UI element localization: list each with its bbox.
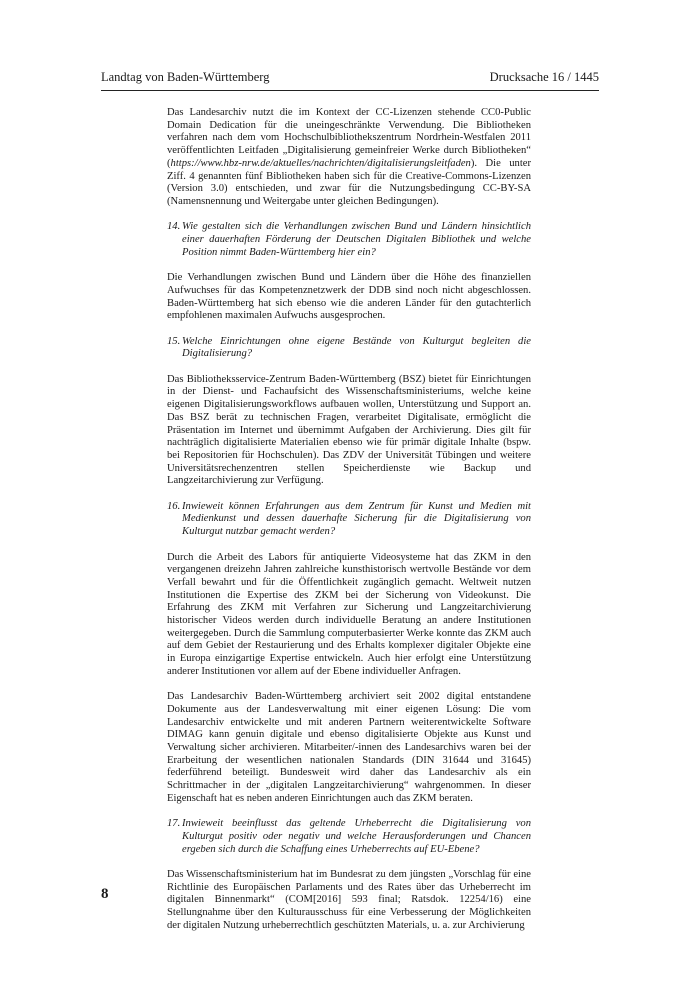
question-text: Welche Einrichtungen ohne eigene Bestände von Kulturgut begleiten die Digitalisierung? xyxy=(182,335,531,360)
question-17 xyxy=(167,818,531,856)
question-number: 17. xyxy=(167,818,181,830)
question-15 xyxy=(167,336,531,361)
question-number: 15. xyxy=(167,335,181,347)
question-text: Inwieweit beeinflusst das geltende Urheberrecht die Digitalisierung von Kulturgut positiv oder negativ und welche Herausforderungen und Chancen ergeben sich durch die Schaffung eines Urheberrechts auf EU-Ebene? xyxy=(182,818,531,855)
text-segment: ). Die unter Ziff. 4 genannten fünf Bibliotheken haben sich für die Creative-Commons-Lizenzen (Version 3.0) entschieden, und zwar für die Nutzungsbedingung CC-BY-SA (Namensnennung und Weitergabe unter gleichen Bedingungen). xyxy=(167,157,531,207)
answer-15: Das Bibliotheksservice-Zentrum Baden-Württemberg (BSZ) bietet für Einrichtungen in der Dienst- und Fachaufsicht des Wissenschaftsministeriums, welche keine eigenen Digitalisierungsworkflows aufbauen wollen, Unterstützung und Support an. Das BSZ berät zu technischen Fragen, verarbeitet Digitalisate, ermöglicht die Präsentation im Internet und übernimmt Aufgaben der Archivierung. Dies gilt für nachträglich digitalisierte Materialien ebenso wie für primär digitale Inhalte (bspw. bei Repositorien für Hochschulen). Das ZDV der Universität Tübingen und weitere Universitätsrechenzentren stellen Speicherdienste wie Backup und Langzeitarchivierung zur Verfügung. xyxy=(167,373,531,487)
page-number: 8 xyxy=(101,886,109,902)
question-number: 16. xyxy=(167,500,181,512)
page-content xyxy=(167,107,531,945)
question-text: Inwieweit können Erfahrungen aus dem Zentrum für Kunst und Medien mit Medienkunst und dessen dauerhafte Sicherung für die Digitalisierung von Kulturgut nutzbar gemacht werden? xyxy=(182,500,531,538)
question-number: 14. xyxy=(167,221,181,233)
header-document-number: Drucksache 16 / 1445 xyxy=(489,70,599,84)
question-14 xyxy=(167,221,531,259)
answer-16-zkm: Durch die Arbeit des Labors für antiquierte Videosysteme hat das ZKM in den vergangenen dreizehn Jahren zahlreiche kunsthistorisch wertvolle Bestände vor dem Verfall bewahrt und für die Öffentlichkeit zugänglich gemacht. Weltweit nutzen Institutionen die Expertise des ZKM bei der Sicherung von Videokunst. Die Erfahrung des ZKM mit Verfahren zur Sicherung und Langzeitarchivierung historischer Videos werden durch individuelle Beratung an andere Institutionen weitergegeben. Durch die Sammlung computerbasierter Werke konnte das ZKM auch auf dem Gebiet der Restaurierung und des Erhalts komplexer digitaler Objekte eine in Europa einzigartige Expertise entwickeln. Auch hier erfolgt eine Unterstützung anderer Institutionen vor allem auf der Ebene individueller Anfragen. xyxy=(167,551,531,677)
paragraph-licensing xyxy=(167,107,531,209)
question-text: Wie gestalten sich die Verhandlungen zwischen Bund und Ländern hinsichtlich einer dauerhaften Förderung der Deutschen Digitalen Bibliothek und welche Position nimmt Baden-Württemberg hier ein? xyxy=(182,221,531,258)
answer-16-landesarchiv: Das Landesarchiv Baden-Württemberg archiviert seit 2002 digital entstandene Dokumente aus der Landesverwaltung mit einer eigenen Lösung: Die vom Landesarchiv entwickelte und mit anderen Partnern weiterentwickelte Software DIMAG kann genuin digitale und ebenso digitalisierte Objekte aus Kunst und Verwaltung sicher archivieren. Mitarbeiter/-innen des Landesarchivs waren bei der Erarbeitung der wesentlichen nationalen Standards (DIN 31644 und 31645) federführend beteiligt. Bundesweit wird daher das Landesarchiv als ein Schrittmacher in der „digitalen Langzeitarchivierung“ wahrgenommen. In dieser Eigenschaft hat es neben anderen Einrichtungen auch das ZKM beraten. xyxy=(167,691,531,804)
header-left-title: Landtag von Baden-Württemberg xyxy=(101,70,270,84)
answer-14: Die Verhandlungen zwischen Bund und Ländern über die Höhe des finanziellen Aufwuchses für das Kompetenznetzwerk der DDB sind noch nicht abgeschlossen. Baden-Württemberg hat sich ebenso wie die anderen Länder für den gutachterlich empfohlenen maximalen Aufwuchs ausgesprochen. xyxy=(167,272,531,322)
page-header xyxy=(101,70,599,91)
answer-17: Das Wissenschaftsministerium hat im Bundesrat zu dem jüngsten „Vorschlag für eine Richtlinie des Europäischen Parlaments und des Rates über das Urheberrecht im digitalen Binnenmarkt“ (COM[2016] 593 final; Ratsdok. 12254/16) eine Stellungnahme über den Kulturausschuss für eine Verbesserung der Möglichkeiten der digitalen Nutzung urheberrechtlich geschützten Materials, u. a. zur Archivierung xyxy=(167,869,531,931)
text-segment: Das Landesarchiv nutzt die im Kontext der CC-Lizenzen stehende CC0-Public Domain Dedication für die uneingeschränkte Verwendung. Die Bibliotheken verfahren nach dem vom Hochschulbibliothekszentrum Nordrhein-Westfalen 2011 veröffentlichten Leitfaden „Digitalisierung gemeinfreier Werke durch Bibliotheken“ ( xyxy=(167,107,531,169)
leitfaden-url: https://www.hbz-nrw.de/aktuelles/nachrichten/digitalisierungsleitfaden xyxy=(170,157,471,169)
question-16 xyxy=(167,501,531,539)
